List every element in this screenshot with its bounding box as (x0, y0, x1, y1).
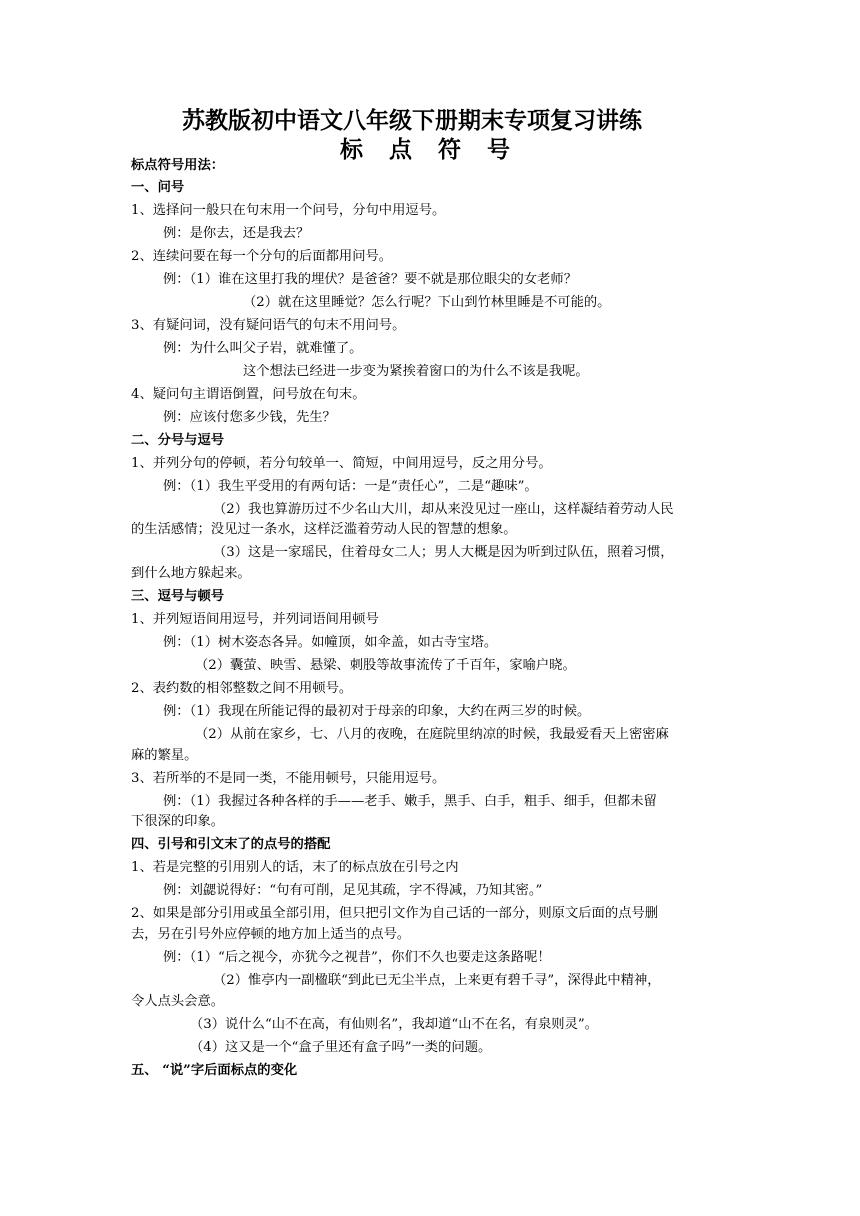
body-line: （2）惟亭内一副楹联“到此已无尘半点，上来更有碧千寻”，深得此中精神， (213, 973, 661, 988)
body-line: 例：（1）“后之视今，亦犹今之视昔”，你们不久也要走这条路呢！ (163, 950, 551, 965)
body-line: 例：（1）树木姿态各异。如幢顶，如伞盖，如古寺宝塔。 (163, 635, 498, 650)
body-line: 2、表约数的相邻整数之间不用顿号。 (131, 681, 353, 696)
body-line: 例：（1）我现在所能记得的最初对于母亲的印象，大约在两三岁的时候。 (163, 704, 591, 719)
page-subtitle: 标 点 符 号 (340, 136, 520, 163)
body-line: 例：应该付您多少钱，先生？ (163, 410, 336, 425)
body-line: 到什么地方躲起来。 (131, 566, 251, 581)
body-line: 1、选择问一般只在句末用一个问号，分句中用逗号。 (131, 203, 446, 218)
body-line: 例：为什么叫父子岩，就难懂了。 (163, 341, 363, 356)
body-line: （3）说什么“山不在高，有仙则名”，我却道“山不在名，有泉则灵”。 (190, 1017, 598, 1032)
body-line: 2、如果是部分引用或虽全部引用，但只把引文作为自己话的一部分，则原文后面的点号删 (131, 906, 659, 921)
body-line: （3）这是一家瑶民，住着母女二人；男人大概是因为听到过队伍，照着习惯， (213, 545, 674, 560)
body-line: 这个想法已经进一步变为紧挨着窗口的为什么不该是我呢。 (243, 364, 589, 379)
body-line: （2）从前在家乡，七、八月的夜晚，在庭院里纳凉的时候，我最爱看天上密密麻 (195, 727, 669, 742)
body-line: 例：（1）我握过各种各样的手——老手、嫩手，黑手、白手，粗手、细手，但都未留 (163, 794, 657, 809)
body-line: 3、有疑问词，没有疑问语气的句末不用问号。 (131, 318, 406, 333)
body-line: 4、疑问句主谓语倒置，问号放在句末。 (131, 387, 366, 402)
body-line: 麻的繁星。 (131, 748, 198, 763)
body-line: 1、并列分句的停顿，若分句较单一、简短，中间用逗号，反之用分号。 (131, 456, 552, 471)
body-line: 令人点头会意。 (131, 994, 225, 1009)
section-heading: 二、分号与逗号 (131, 433, 225, 448)
body-line: （2）我也算游历过不少名山大川，却从来没见过一座山，这样凝结着劳动人民 (213, 502, 674, 517)
body-line: 3、若所举的不是同一类，不能用顿号，只能用逗号。 (131, 771, 446, 786)
body-line: 例：是你去，还是我去？ (163, 226, 310, 241)
section-heading: 五、 “说”字后面标点的变化 (131, 1063, 298, 1078)
body-line: 1、若是完整的引用别人的话，末了的标点放在引号之内 (131, 860, 459, 875)
section-heading: 一、问号 (131, 180, 185, 195)
intro-heading: 标点符号用法： (131, 158, 225, 173)
page-title: 苏教版初中语文八年级下册期末专项复习讲练 (182, 107, 642, 134)
body-line: 例：刘勰说得好：“句有可削，足见其疏，字不得减，乃知其密。” (163, 883, 543, 898)
body-line: 例：（1）我生平受用的有两句话：一是“责任心”，二是“趣味”。 (163, 479, 538, 494)
section-heading: 四、引号和引文末了的点号的搭配 (131, 837, 331, 852)
body-line: 2、连续问要在每一个分句的后面都用问号。 (131, 249, 393, 264)
body-line: （2）就在这里睡觉？怎么行呢？下山到竹林里睡是不可能的。 (243, 295, 611, 310)
body-line: （2）囊萤、映雪、悬梁、刺股等故事流传了千百年，家喻户晓。 (195, 658, 576, 673)
body-line: 下很深的印象。 (131, 814, 225, 829)
section-heading: 三、逗号与顿号 (131, 589, 225, 604)
body-line: 的生活感情；没见过一条水，这样泛滥着劳动人民的智慧的想象。 (131, 522, 517, 537)
body-line: 例：（1）谁在这里打我的埋伏？是爸爸？要不就是那位眼尖的女老师？ (163, 272, 578, 287)
body-line: 去，另在引号外应停顿的地方加上适当的点号。 (131, 927, 411, 942)
body-line: （4）这又是一个“盒子里还有盒子吗”一类的问题。 (190, 1040, 492, 1055)
body-line: 1、并列短语间用逗号，并列词语间用顿号 (131, 612, 379, 627)
